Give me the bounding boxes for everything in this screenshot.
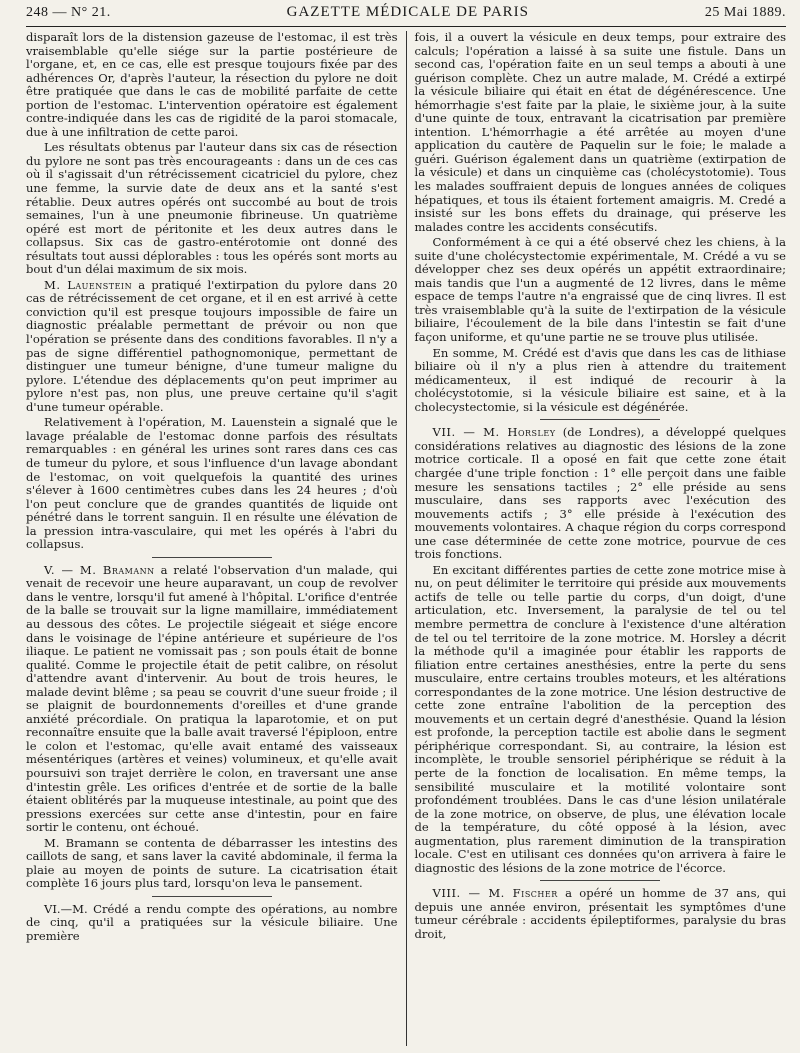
section-divider (152, 896, 272, 897)
paragraph (415, 426, 787, 561)
paragraph (26, 837, 398, 891)
journal-title: GAZETTE MÉDICALE DE PARIS (286, 4, 529, 20)
section-lead: V. — M. Bramann (44, 562, 155, 577)
left-column (26, 31, 407, 1046)
paragraph (26, 416, 398, 551)
paragraph-text: a pratiqué l'extirpation du pylore dans 20 cas de rétrécissement de cet organe, et il en est arrivé à cette conviction qu'il est presque toujours impossible de faire un diagnostic préalable permettant de prévoir ou non que l'opération se présente dans des conditions favorables. Il n'y a pas de signe différentiel pathognomonique, permettant de distinguer une tumeur bénigne, d'une tumeur maligne du pylore. L'étendue des déplacements qu'on peut imprimer au pylore n'est pas, non plus, une preuve certaine qu'il s'agit d'une tumeur opérable. (26, 277, 398, 414)
paragraph-text: Relativement à l'opération, M. Lauenstein a signalé que le lavage préalable de l'estomac donne parfois des résultats remarquables : en général les urines sont rares dans ces cas de tumeur du pylore, et sous l'influence d'un lavage abondant de l'estomac, on voit quelquefois la quantité des urines s'élever à 1600 centimètres cubes dans les 24 heures ; d'où l'on peut conclure que de grandes quantités de liquide ont pénétré dans le torrent sanguin. Il en résulte une élévation de la pression intra-vasculaire, qui met les opérés à l'abri du collapsus. (26, 415, 398, 552)
page-header (26, 4, 786, 27)
paragraph-text: VI.—M. Crédé a rendu compte des opérations, au nombre de cinq, qu'il a pratiquées sur la vésicule biliaire. Une première (26, 901, 398, 943)
section-lead: M. Lauenstein (44, 277, 133, 292)
issue-date: 25 Mai 1889. (704, 5, 786, 20)
paragraph-text: disparaît lors de la distension gazeuse de l'estomac, il est très vraisemblable qu'elle siége sur la partie postérieure de l'organe, et, en ce cas, elle est presque toujours fixée par des adhérences Or, d'après l'auteur, la résection du pylore ne doit être pratiquée que dans le cas de mobilité parfaite de cette portion de l'estomac. L'intervention opératoire est également contre-indiquée dans les cas de rigidité de la paroi stomacale, due à une infiltration de cette paroi. (26, 31, 398, 139)
paragraph (26, 903, 398, 944)
section-lead: VIII. — M. Fischer (432, 886, 558, 901)
paragraph-text: M. Bramann se contenta de débarrasser les intestins des caillots de sang, et sans laver la cavité abdominale, il ferma la plaie au moyen de points de suture. La cicatrisation était complète 16 jours plus tard, lorsqu'on leva le pansement. (26, 835, 398, 891)
paragraph-text: Les résultats obtenus par l'auteur dans six cas de résection du pylore ne sont pas très encourageants : dans un de ces cas où il s'agissait d'un rétrécissement cicatriciel du pylore, chez une femme, la survie date de deux ans et la santé s'est rétablie. Deux autres opérés ont succombé au bout de trois semaines, l'un à une pneumonie fibrineuse. Un quatrième opéré est mort de péritonite et les deux autres dans le collapsus. Six cas de gastro-entérotomie ont donné des résultats tout aussi déplorables : tous les opérés sont morts au bout d'un délai maximum de six mois. (26, 140, 398, 277)
paragraph (415, 887, 787, 941)
paragraph (26, 564, 398, 835)
section-lead: VII. — M. Horsley (432, 425, 556, 440)
paragraph (415, 564, 787, 876)
paragraph (415, 236, 787, 344)
paragraph (415, 31, 787, 234)
section-divider (540, 880, 660, 881)
text-columns (26, 31, 786, 1046)
paragraph-text: En somme, M. Crédé est d'avis que dans les cas de lithiase biliaire où il n'y a plus rien à attendre du traitement médicamenteux, il est indiqué de recourir à la cholécystotomie, si la vésicule biliaire est saine, et à la cholecystectomie, si la vésicule est dégénérée. (414, 345, 786, 414)
page-number: 248 — N° 21. (26, 5, 111, 20)
paragraph-text: a relaté l'observation d'un malade, qui venait de recevoir une heure auparavant, un coup de revolver dans le ventre, lorsqu'il fut amené à l'hôpital. L'orifice d'entrée de la balle se trouvait sur la ligne mamillaire, immédiatement au dessous des côtes. Le projectile siégeait et siége encore dans le voisinage de l'épine antérieure et supérieure de l'os iliaque. Le patient ne vomissait pas ; son pouls était de bonne qualité. Comme le projectile était de petit calibre, on résolut d'attendre avant d'intervenir. Au bout de trois heures, le malade devint blême ; sa peau se couvrit d'une sueur froide ; il se plaignit de bourdonnements d'oreilles et d'une grande anxiété précordiale. On pratiqua la laparotomie, et on put reconnaître ensuite que la balle avait traversé l'épiploon, entre le colon et l'estomac, qu'elle avait entamé des vaisseaux mésentériques (artères et veines) volumineux, et qu'elle avait poursuivi son trajet derrière le colon, en traversant une anse d'intestin grêle. Les orifices d'entrée et de sortie de la balle étaient oblitérés par la muqueuse intestinale, au point que des pressions exercées sur cette anse d'intestin, pour en faire sortir le contenu, ont échoué. (26, 562, 398, 835)
paragraph-text: (de Londres), a développé quelques considérations relatives au diagnostic des lésions de la zone motrice corticale. Il a oposé en fait que cette zone était chargée d'une triple fonction : 1° elle perçoit dans une faible mesure les sensations tactiles ; 2° elle préside au sens musculaire, dans ses rapports avec l'exécution des mouvements actifs ; 3° elle préside à l'exécution des mouvements volontaires. A chaque région du corps correspond une case déterminée de cette zone motrice, pourvue de ces trois fonctions. (414, 425, 786, 562)
paragraph (26, 279, 398, 414)
right-column (407, 31, 787, 1046)
paragraph-text: a opéré un homme de 37 ans, qui depuis une année environ, présentait les symptômes d'une tumeur cérébrale : accidents épileptiformes, paralysie du bras droit, (414, 886, 786, 941)
section-divider (540, 419, 660, 420)
section-divider (152, 557, 272, 558)
paragraph-text: En excitant différentes parties de cette zone motrice mise à nu, on peut délimiter le territoire qui préside aux mouvements actifs de telle ou telle partie du corps, d'un doigt, d'une articulation, etc. Inversement, la paralysie de tel ou tel membre permettra de conclure à l'existence d'une altération de tel ou tel territoire de la zone motrice. M. Horsley a décrit la méthode qu'il a imaginée pour établir les rapports de filiation entre certaines anesthésies, entre la perte du sens musculaire, entre certains troubles moteurs, et les altérations correspondantes de la zone motrice. Une lésion destructive de cette zone entraîne l'abolition de la perception des mouvements et un certain degré d'anesthésie. Quand la lésion est profonde, la perception tactile est abolie dans le segment périphérique correspondant. Si, au contraire, la lésion est incomplète, le trouble sensoriel périphérique se réduit à la perte de la fonction de localisation. En même temps, la sensibilité musculaire et la motilité volontaire sont profondément troublées. Dans le cas d'une lésion unilatérale de la zone motrice, on observe, de plus, une élévation locale de la température, du côté opposé à la lésion, avec augmentation, plus rarement diminution de la transpiration locale. C'est en utilisant ces données qu'on arrivera à faire le diagnostic des lésions de la zone motrice de l'écorce. (414, 562, 786, 875)
paragraph (26, 141, 398, 276)
paragraph-text: fois, il a ouvert la vésicule en deux temps, pour extraire des calculs; l'opération a laissé à sa suite une fistule. Dans un second cas, l'opération faite en un seul temps a abouti à une guérison complète. Chez un autre malade, M. Crédé a extirpé la vésicule biliaire qui était en état de dégénérescence. Une hémorrhagie s'est faite par la plaie, le sixième jour, à la suite d'une quinte de toux, entravant la cicatrisation par première intention. L'hémorrhagie a été arrêtée au moyen d'une application du cautère de Paquelin sur le foie; le malade a guéri. Guérison également dans un quatrième (extirpation de la vésicule) et dans un cinquième cas (cholécystotomie). Tous les malades souffraient depuis de longues années de coliques hépatiques, et tous ils étaient fortement amaigris. M. Credé a insisté sur les bons effets du drainage, qui préserve les malades contre les accidents consécutifs. (414, 31, 786, 234)
paragraph (26, 31, 398, 139)
paragraph (415, 347, 787, 415)
paragraph-text: Conformément à ce qui a été observé chez les chiens, à la suite d'une cholécystectomie expérimentale, M. Crédé a vu se développer chez ses deux opérés un appétit extraordinaire; mais tandis que l'un a augmenté de 12 livres, dans le même espace de temps l'autre n'a engraissé que de cinq livres. Il est très vraisemblable qu'à la suite de l'extirpation de la vésicule biliaire, l'écoulement de la bile dans l'intestin se fait d'une façon uniforme, et qu'une partie ne se trouve plus utilisée. (414, 235, 786, 345)
